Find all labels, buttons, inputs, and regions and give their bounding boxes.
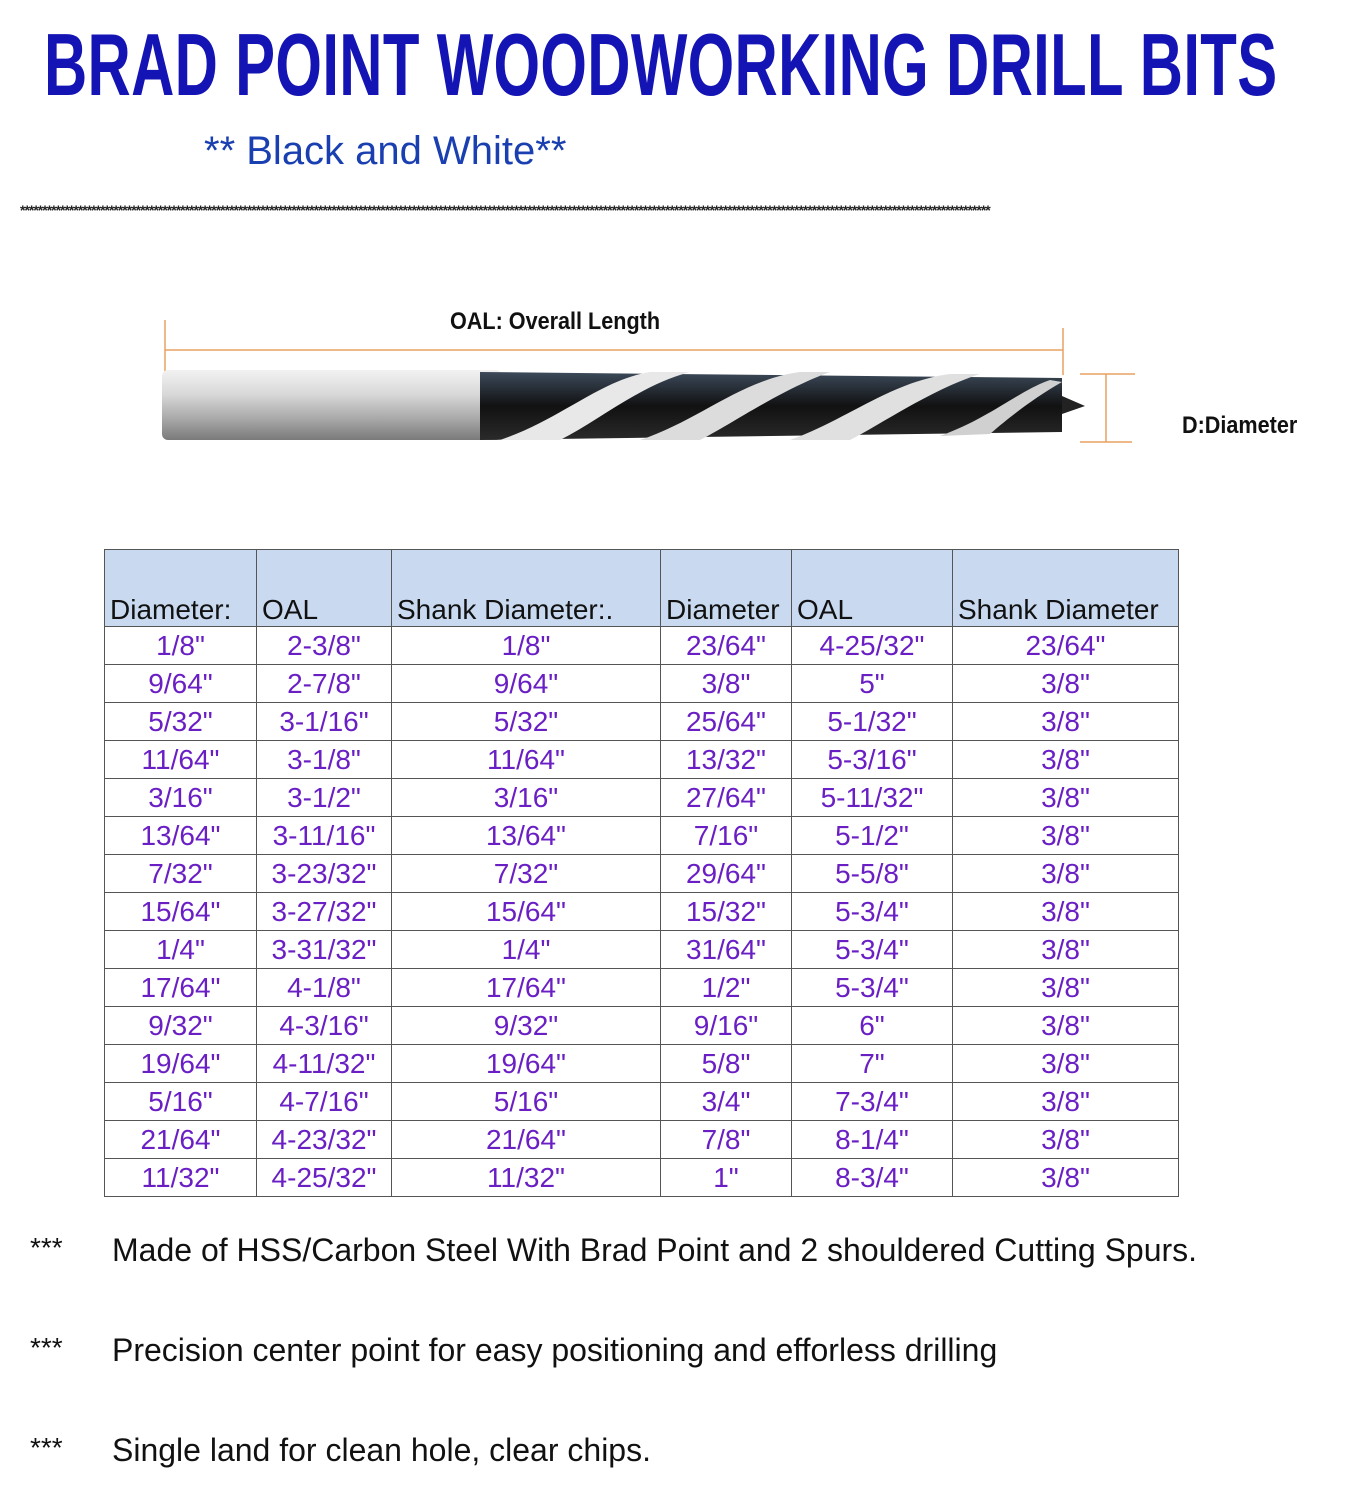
feature-note [30,1432,651,1469]
table-cell: 5/16" [392,1083,661,1121]
table-cell: 1/2" [661,969,792,1007]
table-row [105,969,1179,1007]
table-cell: 5-11/32" [792,779,953,817]
table-cell: 9/64" [105,665,257,703]
table-cell: 7/32" [105,855,257,893]
table-cell: 17/64" [105,969,257,1007]
table-cell: 23/64" [661,627,792,665]
table-cell: 8-1/4" [792,1121,953,1159]
page-subtitle: ** Black and White** [204,129,567,173]
column-header: Diameter: [105,550,257,627]
table-cell: 29/64" [661,855,792,893]
table-cell: 21/64" [105,1121,257,1159]
table-cell: 4-23/32" [257,1121,392,1159]
drill-flutes [480,372,1085,440]
note-bullet: *** [30,1232,63,1263]
column-header: Shank Diameter [953,550,1179,627]
table-cell: 3-11/16" [257,817,392,855]
note-text: Made of HSS/Carbon Steel With Brad Point and 2 shouldered Cutting Spurs. [112,1232,1198,1268]
table-cell: 9/32" [105,1007,257,1045]
column-header: Diameter [661,550,792,627]
table-cell: 11/32" [392,1159,661,1197]
table-cell: 23/64" [953,627,1179,665]
table-cell: 31/64" [661,931,792,969]
table-cell: 9/64" [392,665,661,703]
table-cell: 3/8" [953,741,1179,779]
table-row [105,779,1179,817]
table-cell: 3-1/16" [257,703,392,741]
table-cell: 7" [792,1045,953,1083]
table-row [105,1045,1179,1083]
table-cell: 19/64" [392,1045,661,1083]
table-cell: 3-23/32" [257,855,392,893]
table-body [105,627,1179,1197]
feature-note [30,1232,1197,1269]
table-cell: 5-5/8" [792,855,953,893]
table-row [105,817,1179,855]
table-cell: 4-25/32" [792,627,953,665]
table-cell: 5/8" [661,1045,792,1083]
table-cell: 4-1/8" [257,969,392,1007]
table-row [105,1159,1179,1197]
oal-dimension-line [165,320,1063,375]
table-cell: 3/8" [953,665,1179,703]
note-bullet: *** [30,1332,63,1363]
table-row [105,741,1179,779]
table-cell: 3/8" [953,931,1179,969]
table-cell: 7-3/4" [792,1083,953,1121]
table-cell: 13/64" [392,817,661,855]
table-cell: 5/32" [392,703,661,741]
table-cell: 3/8" [953,1045,1179,1083]
table-cell: 1/4" [105,931,257,969]
table-row [105,665,1179,703]
table-cell: 11/64" [392,741,661,779]
table-cell: 1/8" [105,627,257,665]
table-cell: 3/16" [392,779,661,817]
note-bullet: *** [30,1432,63,1463]
table-cell: 4-3/16" [257,1007,392,1045]
table-cell: 2-7/8" [257,665,392,703]
table-cell: 3-1/2" [257,779,392,817]
table-cell: 3/8" [953,969,1179,1007]
table-cell: 3/8" [953,893,1179,931]
table-cell: 3-31/32" [257,931,392,969]
table-cell: 1/4" [392,931,661,969]
table-cell: 3/8" [953,779,1179,817]
table-cell: 15/32" [661,893,792,931]
table-cell: 25/64" [661,703,792,741]
table-cell: 3-1/8" [257,741,392,779]
note-text: Precision center point for easy positioning and efforless drilling [112,1332,998,1368]
table-cell: 3/8" [953,817,1179,855]
table-cell: 21/64" [392,1121,661,1159]
table-cell: 4-25/32" [257,1159,392,1197]
table-row [105,893,1179,931]
table-cell: 5-3/4" [792,969,953,1007]
table-cell: 11/64" [105,741,257,779]
column-header: OAL [257,550,392,627]
table-cell: 9/32" [392,1007,661,1045]
table-cell: 19/64" [105,1045,257,1083]
table-row [105,703,1179,741]
feature-note [30,1332,997,1369]
note-text: Single land for clean hole, clear chips. [112,1432,651,1468]
table-cell: 2-3/8" [257,627,392,665]
table-cell: 15/64" [392,893,661,931]
table-row [105,1121,1179,1159]
table-cell: 13/32" [661,741,792,779]
table-cell: 27/64" [661,779,792,817]
diameter-label: D:Diameter [1182,412,1298,439]
page-title: BRAD POINT WOODWORKING DRILL BITS [44,15,1278,114]
table-cell: 17/64" [392,969,661,1007]
table-row [105,931,1179,969]
table-cell: 4-11/32" [257,1045,392,1083]
table-cell: 13/64" [105,817,257,855]
table-cell: 5-3/4" [792,893,953,931]
table-cell: 3-27/32" [257,893,392,931]
table-cell: 5-1/2" [792,817,953,855]
table-cell: 3/16" [105,779,257,817]
table-cell: 8-3/4" [792,1159,953,1197]
drill-spec-table [104,549,1179,1197]
table-cell: 11/32" [105,1159,257,1197]
table-header-row [105,550,1179,627]
table-cell: 1" [661,1159,792,1197]
table-cell: 3/8" [953,1159,1179,1197]
table-cell: 1/8" [392,627,661,665]
table-cell: 6" [792,1007,953,1045]
oal-label: OAL: Overall Length [450,308,661,335]
table-cell: 9/16" [661,1007,792,1045]
table-cell: 5/16" [105,1083,257,1121]
table-cell: 5-1/32" [792,703,953,741]
table-row [105,1083,1179,1121]
column-header: OAL [792,550,953,627]
table-cell: 3/8" [953,1007,1179,1045]
table-cell: 3/8" [953,703,1179,741]
table-row [105,1007,1179,1045]
table-cell: 15/64" [105,893,257,931]
diameter-dimension-line [1080,374,1135,442]
table-cell: 7/32" [392,855,661,893]
table-cell: 3/8" [953,855,1179,893]
table-cell: 5-3/4" [792,931,953,969]
asterisk-divider: ************************************************************************************************************************************************************************************************************************** [20,202,990,218]
drill-shank [162,370,502,440]
table-cell: 7/8" [661,1121,792,1159]
table-cell: 7/16" [661,817,792,855]
table-cell: 3/8" [953,1083,1179,1121]
table-cell: 4-7/16" [257,1083,392,1121]
table-cell: 5/32" [105,703,257,741]
table-cell: 3/8" [953,1121,1179,1159]
table-row [105,855,1179,893]
column-header: Shank Diameter:. [392,550,661,627]
table-row [105,627,1179,665]
table-cell: 3/8" [661,665,792,703]
table-cell: 5" [792,665,953,703]
table-cell: 3/4" [661,1083,792,1121]
drill-bit-diagram [0,300,1355,480]
table-cell: 5-3/16" [792,741,953,779]
